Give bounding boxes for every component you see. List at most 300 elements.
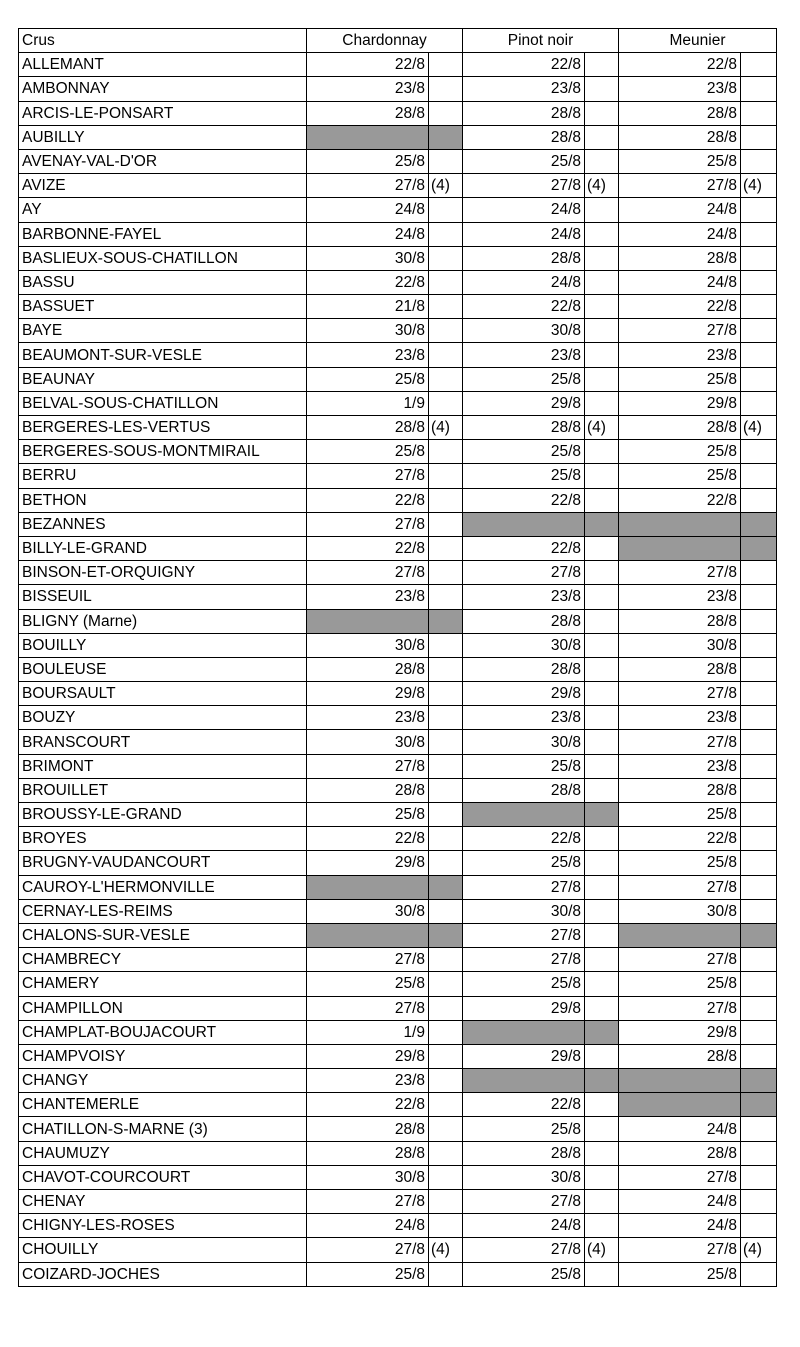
pinot-noir-note-cell: (4) — [585, 416, 619, 440]
meunier-note-cell — [741, 754, 777, 778]
chardonnay-date-cell: 29/8 — [307, 682, 429, 706]
meunier-note-cell — [741, 996, 777, 1020]
pinot-noir-date-cell: 30/8 — [463, 319, 585, 343]
chardonnay-date-cell: 25/8 — [307, 440, 429, 464]
table-row — [19, 827, 777, 851]
pinot-noir-date-cell: 27/8 — [463, 561, 585, 585]
cru-name-cell: BAYE — [19, 319, 307, 343]
chardonnay-note-cell — [429, 996, 463, 1020]
pinot-noir-date-cell: 22/8 — [463, 536, 585, 560]
meunier-note-cell — [741, 899, 777, 923]
pinot-noir-date-cell: 22/8 — [463, 1093, 585, 1117]
meunier-date-cell: 28/8 — [619, 246, 741, 270]
chardonnay-note-cell — [429, 1190, 463, 1214]
pinot-noir-date-cell: 25/8 — [463, 149, 585, 173]
meunier-date-cell: 27/8 — [619, 174, 741, 198]
meunier-date-cell: 22/8 — [619, 53, 741, 77]
table-row — [19, 343, 777, 367]
table-row — [19, 682, 777, 706]
table-row — [19, 512, 777, 536]
pinot-noir-date-cell: 27/8 — [463, 923, 585, 947]
chardonnay-note-cell — [429, 1044, 463, 1068]
meunier-date-cell: 28/8 — [619, 101, 741, 125]
meunier-date-cell: 24/8 — [619, 222, 741, 246]
table-row — [19, 488, 777, 512]
pinot-noir-note-cell — [585, 899, 619, 923]
chardonnay-not-applicable-note-cell — [429, 923, 463, 947]
meunier-date-cell: 22/8 — [619, 488, 741, 512]
cru-name-cell: BEZANNES — [19, 512, 307, 536]
chardonnay-date-cell: 28/8 — [307, 101, 429, 125]
pinot-noir-note-cell — [585, 77, 619, 101]
pinot-noir-note-cell — [585, 923, 619, 947]
pinot-noir-not-applicable-note-cell — [585, 1020, 619, 1044]
table-row — [19, 391, 777, 415]
chardonnay-note-cell — [429, 827, 463, 851]
table-row — [19, 851, 777, 875]
table-row — [19, 730, 777, 754]
pinot-noir-note-cell — [585, 1214, 619, 1238]
meunier-note-cell — [741, 1141, 777, 1165]
pinot-noir-date-cell: 30/8 — [463, 1165, 585, 1189]
cru-name-cell: BRANSCOURT — [19, 730, 307, 754]
table-row — [19, 899, 777, 923]
pinot-noir-date-cell: 25/8 — [463, 972, 585, 996]
chardonnay-note-cell — [429, 246, 463, 270]
meunier-note-cell — [741, 948, 777, 972]
meunier-date-cell: 22/8 — [619, 827, 741, 851]
pinot-noir-date-cell: 24/8 — [463, 270, 585, 294]
pinot-noir-note-cell — [585, 827, 619, 851]
table-row — [19, 319, 777, 343]
chardonnay-note-cell — [429, 972, 463, 996]
meunier-date-cell: 24/8 — [619, 1214, 741, 1238]
meunier-date-cell: 25/8 — [619, 149, 741, 173]
meunier-date-cell: 25/8 — [619, 803, 741, 827]
table-row — [19, 1069, 777, 1093]
chardonnay-note-cell — [429, 803, 463, 827]
cru-name-cell: BRUGNY-VAUDANCOURT — [19, 851, 307, 875]
header-pinot-noir: Pinot noir — [463, 29, 619, 53]
cru-name-cell: CAUROY-L'HERMONVILLE — [19, 875, 307, 899]
chardonnay-date-cell: 25/8 — [307, 149, 429, 173]
chardonnay-date-cell: 29/8 — [307, 851, 429, 875]
cru-name-cell: CHAVOT-COURCOURT — [19, 1165, 307, 1189]
chardonnay-note-cell — [429, 488, 463, 512]
meunier-note-cell — [741, 972, 777, 996]
chardonnay-note-cell — [429, 633, 463, 657]
pinot-noir-note-cell — [585, 536, 619, 560]
cru-name-cell: BOURSAULT — [19, 682, 307, 706]
meunier-not-applicable-note-cell — [741, 923, 777, 947]
cru-name-cell: BASSUET — [19, 295, 307, 319]
cru-name-cell: BERRU — [19, 464, 307, 488]
table-row — [19, 633, 777, 657]
chardonnay-date-cell: 23/8 — [307, 77, 429, 101]
cru-name-cell: CERNAY-LES-REIMS — [19, 899, 307, 923]
chardonnay-not-applicable-note-cell — [429, 125, 463, 149]
meunier-note-cell — [741, 77, 777, 101]
table-row — [19, 270, 777, 294]
table-row — [19, 948, 777, 972]
meunier-note-cell — [741, 682, 777, 706]
cru-name-cell: BERGERES-LES-VERTUS — [19, 416, 307, 440]
pinot-noir-note-cell — [585, 948, 619, 972]
chardonnay-date-cell: 22/8 — [307, 827, 429, 851]
chardonnay-note-cell — [429, 367, 463, 391]
table-row — [19, 367, 777, 391]
pinot-noir-date-cell: 23/8 — [463, 77, 585, 101]
meunier-not-applicable-cell — [619, 536, 741, 560]
meunier-date-cell: 29/8 — [619, 391, 741, 415]
pinot-noir-note-cell — [585, 295, 619, 319]
chardonnay-date-cell: 30/8 — [307, 730, 429, 754]
pinot-noir-date-cell: 25/8 — [463, 1262, 585, 1286]
pinot-noir-date-cell: 24/8 — [463, 1214, 585, 1238]
cru-name-cell: ALLEMANT — [19, 53, 307, 77]
cru-name-cell: CHAMERY — [19, 972, 307, 996]
chardonnay-date-cell: 30/8 — [307, 319, 429, 343]
cru-name-cell: BASLIEUX-SOUS-CHATILLON — [19, 246, 307, 270]
meunier-date-cell: 28/8 — [619, 1141, 741, 1165]
pinot-noir-note-cell — [585, 754, 619, 778]
meunier-note-cell — [741, 488, 777, 512]
cru-name-cell: COIZARD-JOCHES — [19, 1262, 307, 1286]
chardonnay-date-cell: 22/8 — [307, 270, 429, 294]
meunier-note-cell — [741, 827, 777, 851]
meunier-not-applicable-note-cell — [741, 512, 777, 536]
table-row — [19, 1093, 777, 1117]
cru-name-cell: AUBILLY — [19, 125, 307, 149]
meunier-date-cell: 28/8 — [619, 416, 741, 440]
meunier-date-cell: 28/8 — [619, 125, 741, 149]
chardonnay-date-cell: 27/8 — [307, 948, 429, 972]
cru-name-cell: CHALONS-SUR-VESLE — [19, 923, 307, 947]
pinot-noir-note-cell — [585, 1262, 619, 1286]
chardonnay-not-applicable-cell — [307, 125, 429, 149]
pinot-noir-note-cell — [585, 149, 619, 173]
cru-name-cell: CHAMPLAT-BOUJACOURT — [19, 1020, 307, 1044]
pinot-noir-note-cell — [585, 101, 619, 125]
cru-name-cell: BASSU — [19, 270, 307, 294]
pinot-noir-note-cell — [585, 633, 619, 657]
chardonnay-note-cell — [429, 899, 463, 923]
chardonnay-date-cell: 30/8 — [307, 246, 429, 270]
table-row — [19, 174, 777, 198]
cru-name-cell: CHAUMUZY — [19, 1141, 307, 1165]
pinot-noir-date-cell: 28/8 — [463, 125, 585, 149]
table-row — [19, 923, 777, 947]
meunier-note-cell — [741, 319, 777, 343]
table-row — [19, 754, 777, 778]
meunier-note-cell — [741, 53, 777, 77]
pinot-noir-date-cell: 23/8 — [463, 706, 585, 730]
meunier-note-cell — [741, 585, 777, 609]
table-row — [19, 803, 777, 827]
chardonnay-date-cell: 25/8 — [307, 972, 429, 996]
chardonnay-note-cell — [429, 1165, 463, 1189]
chardonnay-date-cell: 27/8 — [307, 561, 429, 585]
chardonnay-date-cell: 23/8 — [307, 1069, 429, 1093]
table-row — [19, 1214, 777, 1238]
meunier-date-cell: 28/8 — [619, 657, 741, 681]
pinot-noir-date-cell: 23/8 — [463, 585, 585, 609]
cru-name-cell: BOUZY — [19, 706, 307, 730]
pinot-noir-date-cell: 25/8 — [463, 851, 585, 875]
chardonnay-date-cell: 22/8 — [307, 488, 429, 512]
meunier-date-cell: 29/8 — [619, 1020, 741, 1044]
chardonnay-date-cell: 30/8 — [307, 633, 429, 657]
table-row — [19, 1190, 777, 1214]
pinot-noir-note-cell — [585, 53, 619, 77]
pinot-noir-note-cell — [585, 343, 619, 367]
chardonnay-date-cell: 28/8 — [307, 657, 429, 681]
cru-name-cell: AVENAY-VAL-D'OR — [19, 149, 307, 173]
chardonnay-date-cell: 23/8 — [307, 706, 429, 730]
table-row — [19, 1117, 777, 1141]
pinot-noir-note-cell — [585, 609, 619, 633]
meunier-date-cell: 28/8 — [619, 778, 741, 802]
meunier-note-cell — [741, 391, 777, 415]
pinot-noir-date-cell: 23/8 — [463, 343, 585, 367]
chardonnay-date-cell: 27/8 — [307, 1238, 429, 1262]
chardonnay-note-cell — [429, 1117, 463, 1141]
meunier-not-applicable-cell — [619, 1069, 741, 1093]
chardonnay-date-cell: 28/8 — [307, 1141, 429, 1165]
cru-name-cell: BILLY-LE-GRAND — [19, 536, 307, 560]
meunier-date-cell: 27/8 — [619, 948, 741, 972]
pinot-noir-date-cell: 22/8 — [463, 295, 585, 319]
table-row — [19, 875, 777, 899]
meunier-date-cell: 25/8 — [619, 851, 741, 875]
meunier-note-cell — [741, 803, 777, 827]
meunier-date-cell: 27/8 — [619, 319, 741, 343]
table-row — [19, 416, 777, 440]
pinot-noir-note-cell — [585, 1044, 619, 1068]
meunier-date-cell: 27/8 — [619, 730, 741, 754]
meunier-date-cell: 27/8 — [619, 561, 741, 585]
pinot-noir-note-cell — [585, 1117, 619, 1141]
meunier-note-cell — [741, 657, 777, 681]
meunier-note-cell — [741, 1214, 777, 1238]
table-row — [19, 1044, 777, 1068]
meunier-date-cell: 25/8 — [619, 464, 741, 488]
pinot-noir-note-cell — [585, 972, 619, 996]
chardonnay-not-applicable-cell — [307, 923, 429, 947]
meunier-note-cell — [741, 851, 777, 875]
pinot-noir-date-cell: 29/8 — [463, 1044, 585, 1068]
table-row — [19, 295, 777, 319]
pinot-noir-date-cell: 27/8 — [463, 174, 585, 198]
pinot-noir-note-cell — [585, 996, 619, 1020]
cru-name-cell: CHENAY — [19, 1190, 307, 1214]
chardonnay-note-cell: (4) — [429, 174, 463, 198]
cru-name-cell: BOULEUSE — [19, 657, 307, 681]
chardonnay-not-applicable-cell — [307, 875, 429, 899]
meunier-note-cell — [741, 440, 777, 464]
meunier-date-cell: 23/8 — [619, 343, 741, 367]
chardonnay-date-cell: 28/8 — [307, 1117, 429, 1141]
pinot-noir-date-cell: 28/8 — [463, 1141, 585, 1165]
cru-name-cell: BOUILLY — [19, 633, 307, 657]
meunier-note-cell — [741, 343, 777, 367]
pinot-noir-date-cell: 29/8 — [463, 996, 585, 1020]
pinot-noir-date-cell: 22/8 — [463, 53, 585, 77]
meunier-note-cell — [741, 1117, 777, 1141]
pinot-noir-not-applicable-cell — [463, 1069, 585, 1093]
pinot-noir-date-cell: 22/8 — [463, 488, 585, 512]
chardonnay-date-cell: 29/8 — [307, 1044, 429, 1068]
meunier-note-cell — [741, 246, 777, 270]
table-row — [19, 1262, 777, 1286]
chardonnay-date-cell: 30/8 — [307, 899, 429, 923]
meunier-not-applicable-cell — [619, 1093, 741, 1117]
cru-name-cell: BRIMONT — [19, 754, 307, 778]
chardonnay-date-cell: 28/8 — [307, 778, 429, 802]
pinot-noir-not-applicable-cell — [463, 1020, 585, 1044]
chardonnay-note-cell — [429, 1020, 463, 1044]
pinot-noir-date-cell: 30/8 — [463, 633, 585, 657]
chardonnay-date-cell: 23/8 — [307, 585, 429, 609]
pinot-noir-note-cell — [585, 561, 619, 585]
pinot-noir-note-cell — [585, 706, 619, 730]
chardonnay-date-cell: 27/8 — [307, 512, 429, 536]
table-row — [19, 1238, 777, 1262]
chardonnay-note-cell — [429, 706, 463, 730]
cru-name-cell: AVIZE — [19, 174, 307, 198]
pinot-noir-date-cell: 28/8 — [463, 609, 585, 633]
table-row — [19, 561, 777, 585]
pinot-noir-note-cell — [585, 319, 619, 343]
chardonnay-date-cell: 23/8 — [307, 343, 429, 367]
table-row — [19, 706, 777, 730]
cru-name-cell: CHOUILLY — [19, 1238, 307, 1262]
meunier-not-applicable-note-cell — [741, 1093, 777, 1117]
meunier-note-cell — [741, 198, 777, 222]
meunier-note-cell — [741, 464, 777, 488]
pinot-noir-date-cell: 30/8 — [463, 730, 585, 754]
table-row — [19, 77, 777, 101]
meunier-date-cell: 30/8 — [619, 633, 741, 657]
chardonnay-note-cell — [429, 1262, 463, 1286]
pinot-noir-date-cell: 25/8 — [463, 440, 585, 464]
chardonnay-note-cell — [429, 778, 463, 802]
chardonnay-not-applicable-note-cell — [429, 875, 463, 899]
pinot-noir-note-cell — [585, 1093, 619, 1117]
chardonnay-note-cell — [429, 440, 463, 464]
meunier-note-cell — [741, 1044, 777, 1068]
meunier-note-cell — [741, 1190, 777, 1214]
meunier-note-cell — [741, 1020, 777, 1044]
meunier-date-cell: 27/8 — [619, 1238, 741, 1262]
chardonnay-date-cell: 30/8 — [307, 1165, 429, 1189]
pinot-noir-date-cell: 28/8 — [463, 246, 585, 270]
chardonnay-note-cell — [429, 1141, 463, 1165]
table-row — [19, 440, 777, 464]
pinot-noir-date-cell: 28/8 — [463, 657, 585, 681]
chardonnay-date-cell: 21/8 — [307, 295, 429, 319]
pinot-noir-date-cell: 28/8 — [463, 778, 585, 802]
table-row — [19, 149, 777, 173]
meunier-not-applicable-cell — [619, 923, 741, 947]
header-crus: Crus — [19, 29, 307, 53]
chardonnay-date-cell: 1/9 — [307, 391, 429, 415]
chardonnay-date-cell: 28/8 — [307, 416, 429, 440]
pinot-noir-not-applicable-note-cell — [585, 1069, 619, 1093]
table-row — [19, 464, 777, 488]
meunier-note-cell — [741, 706, 777, 730]
chardonnay-date-cell: 1/9 — [307, 1020, 429, 1044]
chardonnay-note-cell — [429, 512, 463, 536]
chardonnay-not-applicable-cell — [307, 609, 429, 633]
pinot-noir-date-cell: 27/8 — [463, 875, 585, 899]
meunier-note-cell — [741, 1165, 777, 1189]
pinot-noir-date-cell: 30/8 — [463, 899, 585, 923]
chardonnay-date-cell: 24/8 — [307, 198, 429, 222]
pinot-noir-note-cell — [585, 367, 619, 391]
cru-name-cell: BEAUNAY — [19, 367, 307, 391]
table-row — [19, 778, 777, 802]
meunier-note-cell — [741, 875, 777, 899]
pinot-noir-note-cell — [585, 682, 619, 706]
table-row — [19, 101, 777, 125]
chardonnay-note-cell — [429, 730, 463, 754]
meunier-note-cell — [741, 222, 777, 246]
cru-name-cell: CHAMPVOISY — [19, 1044, 307, 1068]
table-row — [19, 972, 777, 996]
cru-name-cell: CHATILLON-S-MARNE (3) — [19, 1117, 307, 1141]
meunier-date-cell: 23/8 — [619, 585, 741, 609]
meunier-date-cell: 28/8 — [619, 609, 741, 633]
chardonnay-date-cell: 24/8 — [307, 1214, 429, 1238]
pinot-noir-note-cell — [585, 391, 619, 415]
table-row — [19, 1141, 777, 1165]
meunier-note-cell: (4) — [741, 1238, 777, 1262]
pinot-noir-date-cell: 28/8 — [463, 416, 585, 440]
pinot-noir-note-cell: (4) — [585, 1238, 619, 1262]
cru-name-cell: BERGERES-SOUS-MONTMIRAIL — [19, 440, 307, 464]
table-row — [19, 222, 777, 246]
meunier-note-cell — [741, 561, 777, 585]
meunier-note-cell — [741, 101, 777, 125]
cru-name-cell: BISSEUIL — [19, 585, 307, 609]
chardonnay-date-cell: 25/8 — [307, 1262, 429, 1286]
meunier-not-applicable-note-cell — [741, 1069, 777, 1093]
pinot-noir-note-cell — [585, 125, 619, 149]
pinot-noir-note-cell — [585, 851, 619, 875]
table-row — [19, 198, 777, 222]
pinot-noir-note-cell — [585, 464, 619, 488]
chardonnay-date-cell: 25/8 — [307, 803, 429, 827]
chardonnay-note-cell — [429, 948, 463, 972]
pinot-noir-not-applicable-cell — [463, 512, 585, 536]
cru-name-cell: CHAMBRECY — [19, 948, 307, 972]
cru-name-cell: BEAUMONT-SUR-VESLE — [19, 343, 307, 367]
meunier-note-cell — [741, 633, 777, 657]
cru-name-cell: ARCIS-LE-PONSART — [19, 101, 307, 125]
chardonnay-note-cell — [429, 77, 463, 101]
meunier-note-cell — [741, 778, 777, 802]
meunier-not-applicable-cell — [619, 512, 741, 536]
pinot-noir-note-cell — [585, 778, 619, 802]
cru-name-cell: BROUILLET — [19, 778, 307, 802]
chardonnay-note-cell — [429, 464, 463, 488]
pinot-noir-date-cell: 25/8 — [463, 367, 585, 391]
cru-name-cell: CHIGNY-LES-ROSES — [19, 1214, 307, 1238]
meunier-note-cell — [741, 125, 777, 149]
chardonnay-note-cell: (4) — [429, 1238, 463, 1262]
pinot-noir-note-cell — [585, 875, 619, 899]
